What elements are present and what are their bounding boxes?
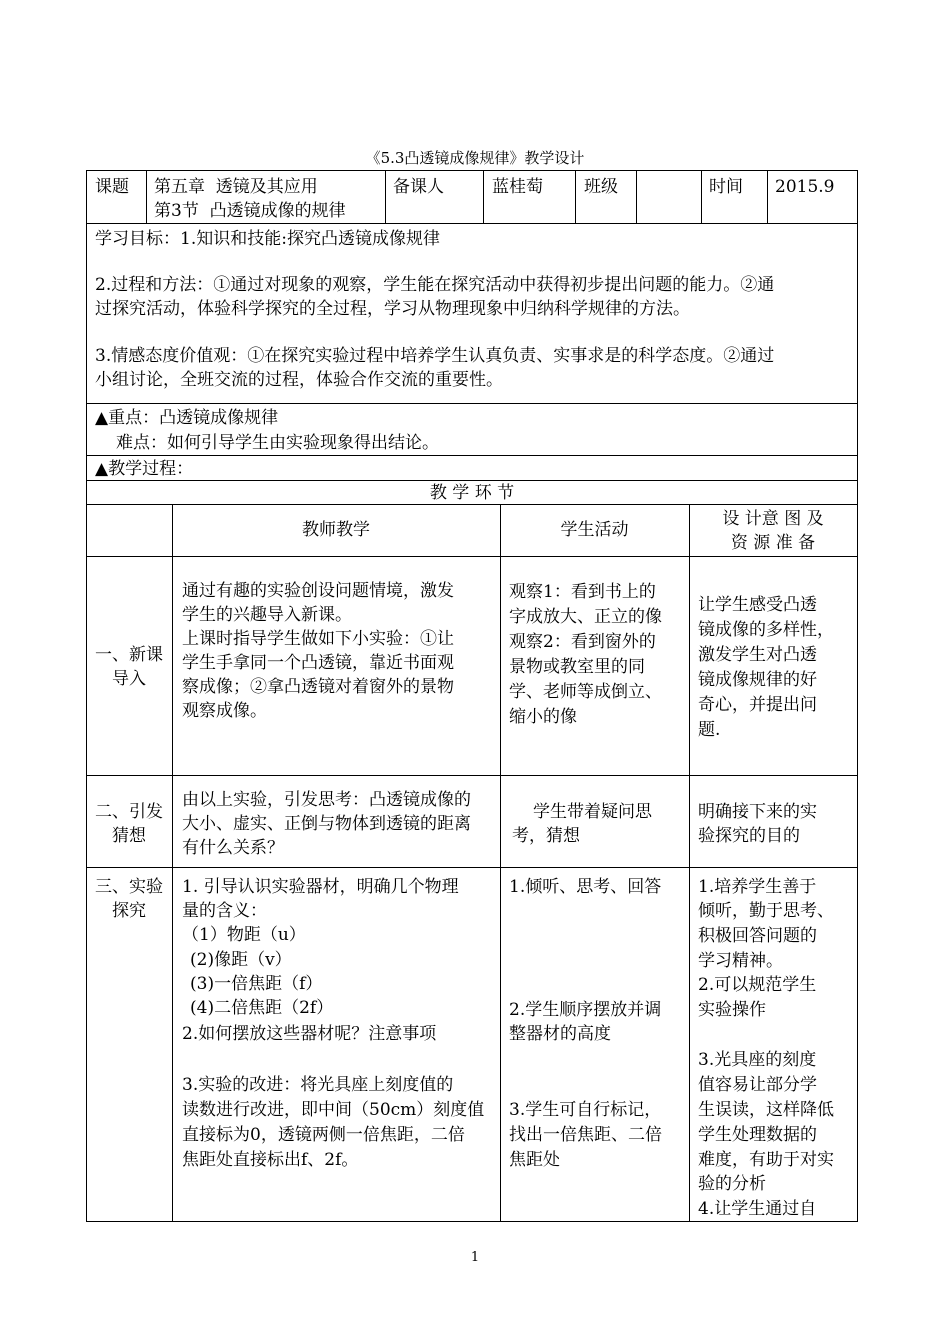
design-text: 2.可以规范学生	[698, 975, 817, 995]
preparer-label: 备课人	[393, 177, 444, 197]
student-text: 考，猜想	[512, 826, 580, 846]
teacher-text: 学生手拿同一个凸透镜，靠近书面观	[182, 653, 454, 673]
objective-1: 学习目标：1.知识和技能:探究凸透镜成像规律	[95, 229, 440, 249]
design-text: 镜成像规律的好	[698, 670, 817, 690]
column-design-line-1: 设 计意 图 及	[722, 509, 824, 529]
stage-label: 导入	[112, 669, 146, 689]
preparer-name: 蓝桂萄	[492, 177, 543, 197]
student-text: 学生带着疑问思	[533, 802, 652, 822]
teacher-text: 大小、虚实、正倒与物体到透镜的距离	[182, 814, 471, 834]
column-design-line-2: 资 源 准 备	[730, 533, 816, 553]
teacher-text: 由以上实验，引发思考：凸透镜成像的	[182, 790, 471, 810]
teacher-text: (2)像距（v）	[190, 950, 292, 970]
section-header: 教 学 环 节	[429, 483, 515, 503]
student-text: 焦距处	[509, 1150, 560, 1170]
teacher-text: (4)二倍焦距（2f）	[190, 998, 334, 1018]
course-label: 课题	[95, 177, 129, 197]
column-teacher: 教师教学	[302, 520, 370, 540]
student-text: 字成放大、正立的像	[509, 607, 662, 627]
design-text: 值容易让部分学	[698, 1075, 817, 1095]
teacher-text: 察成像；②拿凸透镜对着窗外的景物	[182, 677, 454, 697]
teacher-text: 2.如何摆放这些器材呢？注意事项	[182, 1024, 437, 1044]
teacher-text: (3)一倍焦距（f）	[190, 974, 323, 994]
teacher-text: 上课时指导学生做如下小实验：①让	[182, 629, 454, 649]
teacher-text: 观察成像。	[182, 701, 267, 721]
teacher-text: （1）物距（u）	[182, 925, 306, 945]
design-text: 学习精神。	[698, 951, 783, 971]
design-text: 激发学生对凸透	[698, 645, 817, 665]
student-text: 1.倾听、思考、回答	[509, 877, 662, 897]
teacher-text: 1. 引导认识实验器材，明确几个物理	[182, 877, 459, 897]
key-point: ▲重点：凸透镜成像规律	[95, 408, 279, 428]
stage-label: 探究	[112, 901, 146, 921]
teacher-text: 3.实验的改进：将光具座上刻度值的	[182, 1075, 454, 1095]
teacher-text: 焦距处直接标出f、2f。	[182, 1150, 359, 1170]
objective-3-line-1: 3.情感态度价值观：①在探究实验过程中培养学生认真负责、实事求是的科学态度。②通过	[95, 346, 775, 366]
objective-3-line-2: 小组讨论，全班交流的过程，体验合作交流的重要性。	[95, 370, 503, 390]
design-text: 实验操作	[698, 1000, 766, 1020]
stage-label: 三、实验	[95, 877, 163, 897]
design-text: 验探究的目的	[698, 826, 800, 846]
stage-label: 猜想	[112, 826, 146, 846]
student-text: 2.学生顺序摆放并调	[509, 1000, 662, 1020]
objective-2-line-2: 过探究活动，体验科学探究的全过程，学习从物理现象中归纳科学规律的方法。	[95, 299, 690, 319]
teacher-text: 学生的兴趣导入新课。	[182, 605, 352, 625]
design-text: 让学生感受凸透	[698, 595, 817, 615]
design-text: 3.光具座的刻度	[698, 1050, 817, 1070]
student-text: 3.学生可自行标记，	[509, 1100, 662, 1120]
student-text: 景物或教室里的同	[509, 657, 645, 677]
design-text: 1.培养学生善于	[698, 877, 817, 897]
design-text: 倾听，勤于思考、	[698, 901, 834, 921]
design-text: 验的分析	[698, 1174, 766, 1194]
design-text: 难度，有助于对实	[698, 1150, 834, 1170]
teacher-text: 读数进行改进，即中间（50cm）刻度值	[182, 1100, 485, 1120]
section-text: 第3节 凸透镜成像的规律	[154, 201, 346, 221]
teacher-text: 量的含义：	[182, 901, 267, 921]
student-text: 学、老师等成倒立、	[509, 682, 662, 702]
student-text: 缩小的像	[509, 707, 577, 727]
student-text: 找出一倍焦距、二倍	[509, 1125, 662, 1145]
student-text: 整器材的高度	[509, 1024, 611, 1044]
design-text: 奇心，并提出问	[698, 695, 817, 715]
design-text: 学生处理数据的	[698, 1125, 817, 1145]
student-text: 观察2：看到窗外的	[509, 632, 656, 652]
teacher-text: 有什么关系？	[182, 838, 284, 858]
design-text: 4.让学生通过自	[698, 1199, 817, 1219]
design-text: 镜成像的多样性，	[698, 620, 834, 640]
teacher-text: 通过有趣的实验创设问题情境，激发	[182, 581, 454, 601]
objective-2-line-1: 2.过程和方法：①通过对现象的观察，学生能在探究活动中获得初步提出问题的能力。②通	[95, 275, 775, 295]
stage-label: 二、引发	[95, 802, 163, 822]
time-value: 2015.9	[775, 177, 835, 197]
design-text: 生误读，这样降低	[698, 1100, 834, 1120]
document-title: 《5.3凸透镜成像规律》教学设计	[365, 149, 585, 167]
difficult-point: 难点：如何引导学生由实验现象得出结论。	[116, 433, 439, 453]
stage-label: 一、新课	[95, 645, 163, 665]
process-heading: ▲教学过程：	[95, 459, 194, 479]
time-label: 时间	[709, 177, 743, 197]
page-number: 1	[470, 1250, 480, 1265]
class-label: 班级	[584, 177, 618, 197]
column-student: 学生活动	[560, 520, 629, 540]
design-text: 明确接下来的实	[698, 802, 817, 822]
design-text: 题.	[698, 720, 721, 740]
chapter-text: 第五章 透镜及其应用	[154, 177, 318, 197]
design-text: 积极回答问题的	[698, 926, 817, 946]
teacher-text: 直接标为0，透镜两侧一倍焦距，二倍	[182, 1125, 465, 1145]
student-text: 观察1：看到书上的	[509, 582, 656, 602]
